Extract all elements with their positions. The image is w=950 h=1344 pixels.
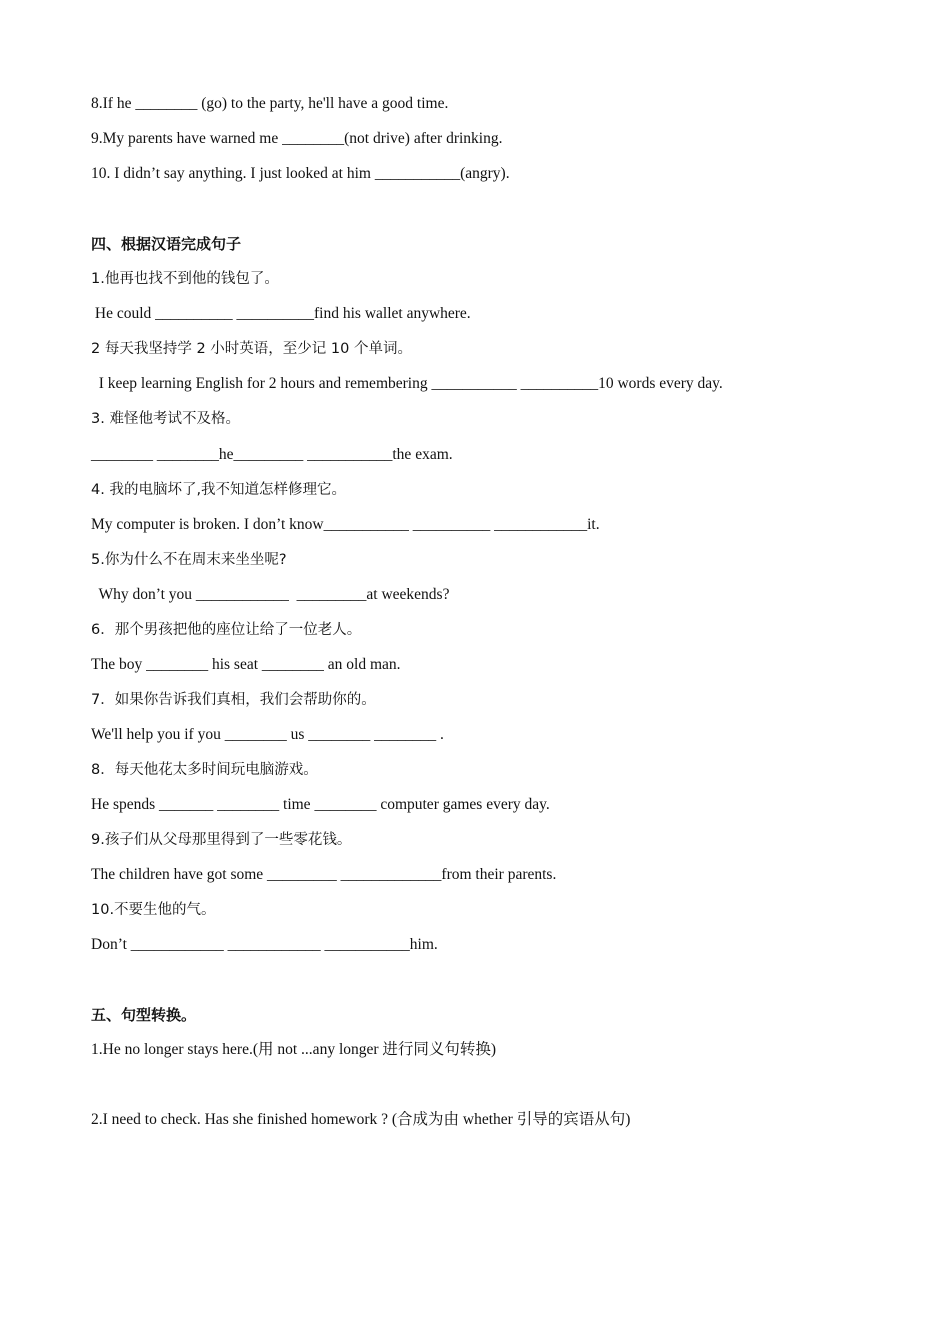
english-blank-line: He could __________ __________find his wallet anywhere. xyxy=(91,305,471,322)
section-heading: 五、句型转换。 xyxy=(91,1006,197,1024)
english-blank-line: Why don’t you ____________ _________at weekends? xyxy=(91,586,450,603)
chinese-prompt: 4. 我的电脑坏了,我不知道怎样修理它。 xyxy=(91,482,347,498)
english-blank-line: I keep learning English for 2 hours and remembering ___________ __________10 words every day. xyxy=(91,375,723,392)
english-blank-line: Don’t ____________ ____________ ___________him. xyxy=(91,936,438,953)
exercise-item: 8.If he ________ (go) to the party, he'll have a good time. xyxy=(91,95,449,112)
english-blank-line: The children have got some _________ _____________from their parents. xyxy=(91,866,557,883)
english-blank-line: He spends _______ ________ time ________ computer games every day. xyxy=(91,796,550,813)
section-heading: 四、根据汉语完成句子 xyxy=(91,235,242,253)
exercise-item: 2.I need to check. Has she finished homework ? (合成为由 whether 引导的宾语从句) xyxy=(91,1111,631,1128)
chinese-prompt: 10.不要生他的气。 xyxy=(91,902,216,918)
exercise-item: 1.He no longer stays here.(用 not ...any longer 进行同义句转换) xyxy=(91,1041,497,1058)
chinese-prompt: 1.他再也找不到他的钱包了。 xyxy=(91,271,279,287)
chinese-prompt: 5.你为什么不在周末来坐坐呢? xyxy=(91,552,287,568)
chinese-prompt: 6．那个男孩把他的座位让给了一位老人。 xyxy=(91,622,362,638)
chinese-prompt: 8．每天他花太多时间玩电脑游戏。 xyxy=(91,762,318,778)
exercise-item: 9.My parents have warned me ________(not drive) after drinking. xyxy=(91,130,503,147)
english-blank-line: My computer is broken. I don’t know___________ __________ ____________it. xyxy=(91,516,600,533)
chinese-prompt: 3. 难怪他考试不及格。 xyxy=(91,411,240,427)
chinese-prompt: 2 每天我坚持学 2 小时英语，至少记 10 个单词。 xyxy=(91,341,412,357)
chinese-prompt: 9.孩子们从父母那里得到了一些零花钱。 xyxy=(91,832,352,848)
exercise-item: 10. I didn’t say anything. I just looked at him ___________(angry). xyxy=(91,165,510,182)
english-blank-line: We'll help you if you ________ us ________ ________ . xyxy=(91,726,444,743)
english-blank-line: The boy ________ his seat ________ an old man. xyxy=(91,656,401,673)
chinese-prompt: 7．如果你告诉我们真相，我们会帮助你的。 xyxy=(91,692,376,708)
english-blank-line: ________ ________he_________ ___________the exam. xyxy=(91,446,453,463)
